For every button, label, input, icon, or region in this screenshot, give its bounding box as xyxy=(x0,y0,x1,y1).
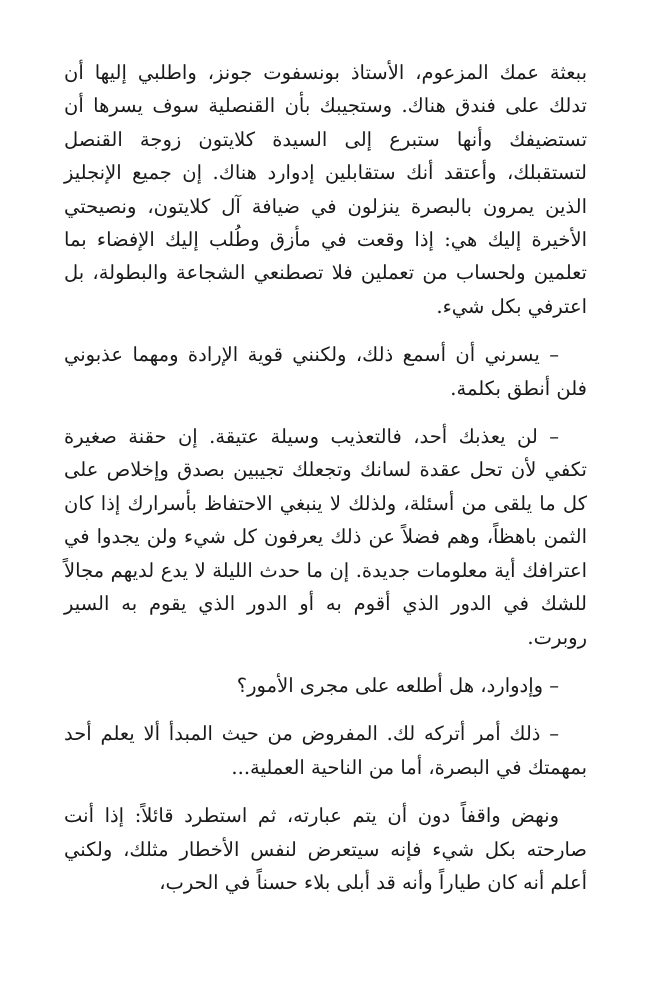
paragraph-4: – وإدوارد، هل أطلعه على مجرى الأمور؟ xyxy=(236,673,559,697)
paragraph-5: – ذلك أمر أتركه لك. المفروض من حيث المبدأ ألا يعلم أحد بمهمتك في البصرة، أما من الناحية العملية... xyxy=(64,722,587,779)
paragraph-3: – لن يعذبك أحد، فالتعذيب وسيلة عتيقة. إن حقنة صغيرة تكفي لأن تحل عقدة لسانك وتجعلك تجيبين بصدق وإخلاص على كل ما يلقى من أسئلة، ولذلك لا ينبغي الاحتفاظ بأسرارك إذا كان الثمن باهظاً، وهم فضلاً عن ذلك يعرفون كل شيء ولن يجدوا في اعترافك أية معلومات جديدة. إن ما حدث الليلة لا يدع لديهم مجالاً للشك في الدور الذي أقوم به أو الدور الذي يقوم به السير روبرت. xyxy=(64,425,587,649)
paragraph-2: – يسرني أن أسمع ذلك، ولكنني قوية الإرادة ومهما عذبوني فلن أنطق بكلمة. xyxy=(64,343,587,400)
paragraph-6: ونهض واقفاً دون أن يتم عبارته، ثم استطرد قائلاً: إذا أنت صارحته بكل شيء فإنه سيتعرض لنفس الأخطار مثلك، ولكني أعلم أنه كان طياراً وأنه قد أبلى بلاء حسناً في الحرب، xyxy=(64,804,587,894)
book-page xyxy=(64,56,587,899)
paragraph-1: ببعثة عمك المزعوم، الأستاذ بونسفوت جونز، واطلبي إليها أن تدلك على فندق هناك. وستجيبك بأن القنصلية سوف يسرها أن تستضيفك وأنها ستبرع إلى السيدة كلايتون زوجة القنصل لتستقبلك، وأعتقد أنك ستقابلين إدوارد هناك. إن جميع الإنجليز الذين يمرون بالبصرة ينزلون في ضيافة آل كلايتون، ونصيحتي الأخيرة إليك هي: إذا وقعت في مأزق وطُلب إليك الإفضاء بما تعلمين ولحساب من تعملين فلا تصطنعي الشجاعة والبطولة، بل اعترفي بكل شيء. xyxy=(64,61,587,318)
